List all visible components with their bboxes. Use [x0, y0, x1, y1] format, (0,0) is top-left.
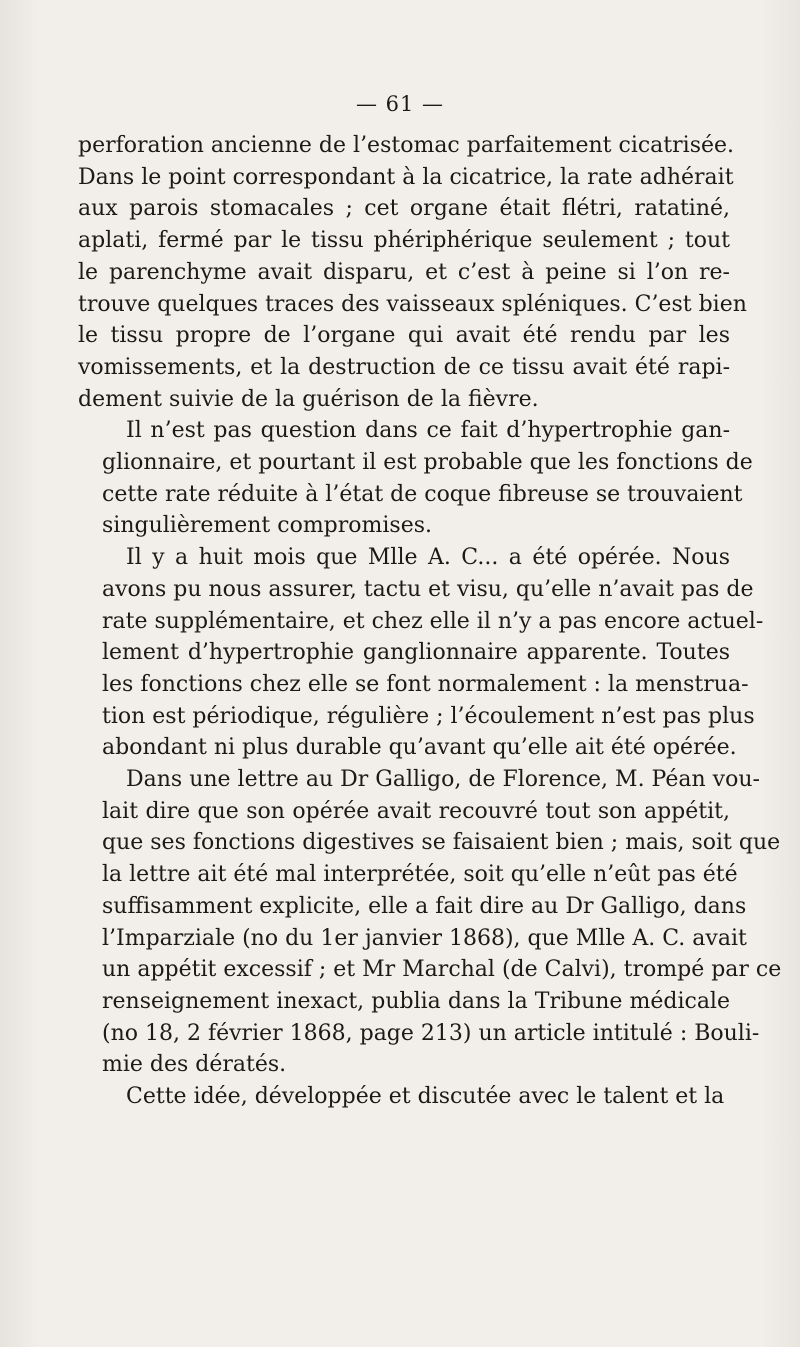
- paragraph: [78, 415, 753, 542]
- text-line: Il y a huit mois que Mlle A. C... a été opérée. Nous: [126, 545, 730, 571]
- text-line: renseignement inexact, publia dans la Tribune médicale: [102, 988, 730, 1014]
- text-line: l’Imparziale (no du 1er janvier 1868), que Mlle A. C. avait: [102, 925, 747, 951]
- text-line: les fonctions chez elle se font normalement : la menstrua-: [102, 671, 749, 697]
- paragraph: [78, 764, 782, 1081]
- text-line: tion est périodique, régulière ; l’écoulement n’est pas plus: [102, 703, 755, 729]
- text-line: Cette idée, développée et discutée avec le talent et la: [126, 1084, 725, 1110]
- text-line: Dans une lettre au Dr Galligo, de Florence, M. Péan vou-: [126, 767, 760, 793]
- text-line: mie des dératés.: [102, 1052, 287, 1078]
- text-line: dement suivie de la guérison de la fièvre.: [78, 386, 539, 412]
- text-line: un appétit excessif ; et Mr Marchal (de Calvi), trompé par ce: [102, 957, 782, 983]
- text-line: aplati, fermé par le tissu phériphérique seulement ; tout: [78, 228, 730, 254]
- text-line: abondant ni plus durable qu’avant qu’elle ait été opérée.: [102, 735, 737, 761]
- text-line: cette rate réduite à l’état de coque fibreuse se trouvaient: [102, 481, 743, 507]
- text-line: vomissements, et la destruction de ce tissu avait été rapi-: [78, 354, 730, 380]
- text-line: trouve quelques traces des vaisseaux spléniques. C’est bien: [78, 291, 747, 317]
- text-line: Dans le point correspondant à la cicatrice, la rate adhérait: [78, 164, 734, 190]
- text-line: le tissu propre de l’organe qui avait été rendu par les: [78, 323, 730, 349]
- paragraph: [78, 130, 747, 415]
- text-line: avons pu nous assurer, tactu et visu, qu’elle n’avait pas de: [102, 576, 754, 602]
- paragraph: [78, 542, 764, 764]
- text-line: glionnaire, et pourtant il est probable que les fonctions de: [102, 450, 753, 476]
- text-line: lait dire que son opérée avait recouvré tout son appétit,: [102, 798, 730, 824]
- body-text: [78, 130, 782, 1113]
- text-line: Il n’est pas question dans ce fait d’hypertrophie gan-: [126, 418, 730, 444]
- text-line: perforation ancienne de l’estomac parfaitement cicatrisée.: [78, 133, 735, 158]
- text-line: (no 18, 2 février 1868, page 213) un article intitulé : Bouli-: [102, 1020, 760, 1046]
- paragraph: [78, 1081, 730, 1113]
- text-line: aux parois stomacales ; cet organe était flétri, ratatiné,: [78, 196, 730, 222]
- text-line: rate supplémentaire, et chez elle il n’y a pas encore actuel-: [102, 608, 764, 634]
- text-line: que ses fonctions digestives se faisaient bien ; mais, soit que: [102, 830, 781, 856]
- text-line: suffisamment explicite, elle a fait dire au Dr Galligo, dans: [102, 893, 747, 919]
- page-number: — 61 —: [355, 92, 445, 116]
- text-line: le parenchyme avait disparu, et c’est à peine si l’on re-: [78, 259, 730, 285]
- text-line: la lettre ait été mal interprétée, soit qu’elle n’eût pas été: [102, 862, 738, 888]
- text-line: singulièrement compromises.: [102, 513, 433, 539]
- text-line: lement d’hypertrophie ganglionnaire apparente. Toutes: [102, 640, 730, 666]
